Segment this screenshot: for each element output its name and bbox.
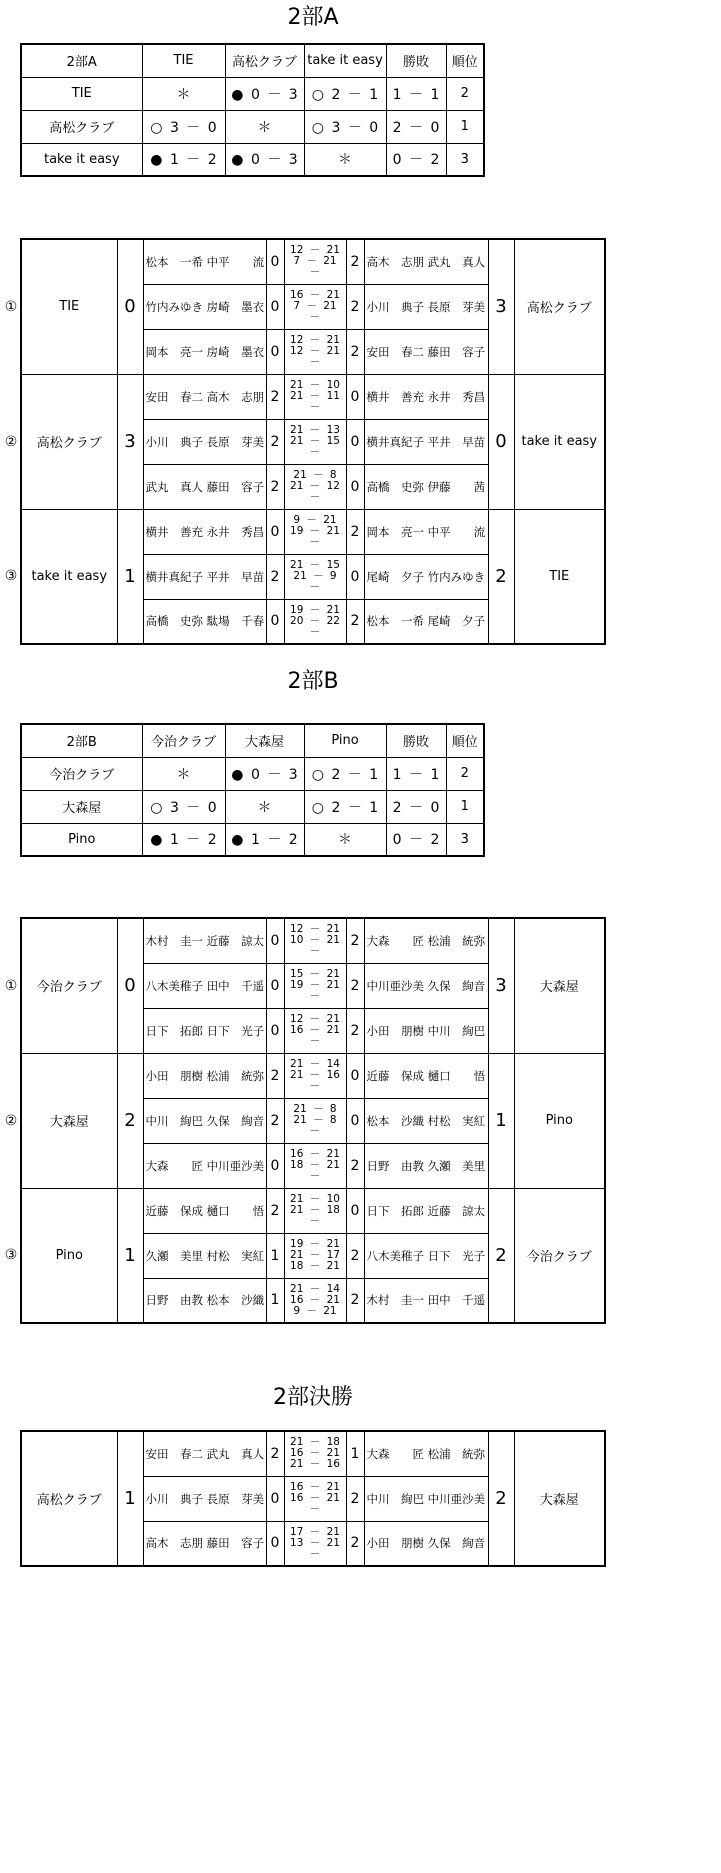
game-row [21,1188,605,1233]
score-line: 20 － 22 [290,614,340,627]
game-row [21,239,605,284]
home-games-won: 2 [266,374,284,419]
round-number: ③ [4,568,18,585]
standings-result-cell: ● 0 － 3 [225,143,304,176]
home-team-name: Pino [55,1247,83,1263]
game-scores [284,1053,346,1098]
home-players: 横井真紀子 平井 早苗 [143,554,266,599]
standings-result-cell: ○ 2 － 1 [304,77,386,110]
standings-header-row [21,44,484,77]
game-scores [284,554,346,599]
score-line: 13 － 21 [290,1536,340,1549]
standings-header-cell: 順位 [446,724,484,757]
away-players: 松本 沙織 村松 実紅 [364,1098,488,1143]
away-players: 松本 一希 尾崎 夕子 [364,599,488,644]
score-line: 19 － 21 [290,979,340,991]
away-team-name: take it easy [521,434,598,449]
score-line: － [309,945,321,958]
round-number: ① [4,298,18,315]
score-line: 21 － 15 [290,435,340,447]
game-scores [284,1431,346,1476]
score-line: 21 － 10 [290,379,340,391]
standings-result-cell: ● 1 － 2 [142,823,225,856]
standings-table [20,43,485,177]
standings-header-cell: 大森屋 [225,724,304,757]
away-players: 大森 匠 松浦 統弥 [364,1431,488,1476]
game-row [21,509,605,554]
home-games-won: 2 [266,464,284,509]
score-line: － [309,446,321,458]
score-line: 12 － 21 [290,334,340,346]
home-players: 大森 匠 中川亜沙美 [143,1143,266,1188]
standings-result-cell: ＊ [304,143,386,176]
home-team-cell [4,374,117,509]
score-line: 16 － 21 [290,1024,340,1036]
home-team-score: 0 [117,918,143,1053]
score-line: 21 － 18 [290,1436,340,1449]
game-scores [284,1233,346,1278]
score-line: 21 － 8 [293,1103,337,1115]
home-team-cell [4,1188,117,1323]
away-team-name: TIE [549,568,570,584]
score-line: － [309,1125,321,1137]
score-line: 7 － 21 [293,255,337,268]
home-team-name: 高松クラブ [36,1493,102,1508]
away-players: 岡本 亮一 中平 流 [364,509,488,554]
score-line: 21 － 16 [290,1069,340,1081]
score-line: 18 － 21 [290,1260,340,1272]
score-line: － [309,491,321,503]
home-games-won: 2 [266,1431,284,1476]
match-results-table [4,238,606,645]
standings-row [21,790,484,823]
score-line: 12 － 21 [290,1013,340,1025]
standings-result-cell: ○ 2 － 1 [304,790,386,823]
home-players: 小田 朋樹 松浦 統弥 [143,1053,266,1098]
standings-row [21,110,484,143]
home-team-name: 高松クラブ [36,436,102,451]
section-title: 2部A [287,5,339,30]
section-title: 2部B [287,669,339,694]
away-games-won: 2 [346,1143,364,1188]
home-team-score: 1 [117,1431,143,1566]
home-players: 安田 春二 武丸 真人 [143,1431,266,1476]
standings-team-name: Pino [21,823,142,856]
away-team-cell [514,1053,605,1188]
away-players: 小川 典子 長原 芽美 [364,284,488,329]
standings-result-cell: ○ 3 － 0 [142,790,225,823]
home-players: 近藤 保成 樋口 悟 [143,1188,266,1233]
home-players: 高橋 史弥 駄場 千春 [143,599,266,644]
score-line: － [309,1503,321,1515]
standings-win-loss: 0 － 2 [386,823,446,856]
home-players: 高木 志朋 藤田 容子 [143,1521,266,1566]
score-line: 21 － 13 [290,424,340,436]
score-line: 16 － 21 [290,289,340,301]
score-line: 17 － 21 [290,1525,340,1538]
score-line: － [309,536,321,548]
standings-result-cell: ● 1 － 2 [225,823,304,856]
away-players: 木村 圭一 田中 千遥 [364,1278,488,1323]
away-games-won: 1 [346,1431,364,1476]
standings-win-loss: 2 － 0 [386,790,446,823]
home-players: 松本 一希 中平 流 [143,239,266,284]
standings-win-loss: 1 － 1 [386,77,446,110]
game-scores [284,329,346,374]
game-scores [284,419,346,464]
game-scores [284,509,346,554]
away-games-won: 2 [346,1278,364,1323]
score-line: 21 － 14 [290,1058,340,1070]
standings-team-name: TIE [21,77,142,110]
standings-header-cell: 高松クラブ [225,44,304,77]
score-line: 7 － 21 [293,300,337,312]
home-games-won: 0 [266,1476,284,1521]
score-line: 19 － 21 [290,525,340,537]
score-line: － [309,1170,321,1182]
home-team-cell [4,918,117,1053]
away-games-won: 0 [346,1188,364,1233]
home-team-name: 今治クラブ [36,980,102,996]
away-players: 横井真紀子 平井 早苗 [364,419,488,464]
standings-result-cell: ○ 2 － 1 [304,757,386,790]
away-players: 中川 絢巴 中川亜沙美 [364,1476,488,1521]
away-team-name: Pino [545,1113,573,1128]
score-line: － [309,311,321,323]
standings-result-cell: ＊ [142,77,225,110]
section-title: 2部決勝 [273,1385,353,1410]
away-games-won: 2 [346,284,364,329]
away-games-won: 2 [346,918,364,963]
score-line: － [309,1547,321,1560]
away-players: 日下 拓郎 近藤 諒太 [364,1188,488,1233]
standings-win-loss: 0 － 2 [386,143,446,176]
away-team-score: 2 [488,509,514,644]
score-line: － [309,581,321,593]
away-team-score: 3 [488,239,514,374]
game-scores [284,918,346,963]
standings-rank: 3 [446,143,484,176]
game-scores [284,464,346,509]
standings-row [21,823,484,856]
standings-result-cell: ＊ [304,823,386,856]
away-team-name: 今治クラブ [526,1249,592,1265]
away-team-cell [514,239,605,374]
away-team-cell [514,1188,605,1323]
score-line: 16 － 21 [290,1481,340,1493]
score-line: 21 － 8 [293,469,337,481]
home-games-won: 1 [266,1278,284,1323]
round-number: ② [4,1112,18,1129]
home-players: 岡本 亮一 房崎 墨衣 [143,329,266,374]
away-games-won: 2 [346,1008,364,1053]
score-line: － [309,1215,321,1227]
away-team-name: 大森屋 [539,980,579,996]
game-scores [284,374,346,419]
standings-header-row [21,724,484,757]
away-games-won: 2 [346,1233,364,1278]
score-line: － [309,625,321,638]
standings-table [20,723,485,857]
away-players: 安田 春二 藤田 容子 [364,329,488,374]
standings-result-cell: ＊ [225,790,304,823]
score-line: 12 － 21 [290,244,340,257]
standings-result-cell: ＊ [225,110,304,143]
score-line: － [309,266,321,279]
game-scores [284,1278,346,1323]
away-games-won: 0 [346,554,364,599]
away-games-won: 2 [346,963,364,1008]
standings-header-cell: Pino [304,724,386,757]
score-line: 19 － 21 [290,603,340,616]
standings-team-name: take it easy [21,143,142,176]
away-team-cell [514,918,605,1053]
round-number: ② [4,433,18,450]
game-scores [284,1476,346,1521]
standings-result-cell: ＊ [142,757,225,790]
standings-header-cell: 順位 [446,44,484,77]
away-games-won: 0 [346,1053,364,1098]
game-scores [284,1143,346,1188]
game-row [21,1053,605,1098]
home-games-won: 0 [266,329,284,374]
away-players: 日野 由教 久瀬 美里 [364,1143,488,1188]
score-line: 10 － 21 [290,934,340,947]
away-team-score: 2 [488,1431,514,1566]
home-players: 横井 善充 永井 秀昌 [143,509,266,554]
game-scores [284,239,346,284]
score-line: － [309,990,321,1002]
home-team-score: 0 [117,239,143,374]
score-line: － [309,356,321,368]
home-team-name: 大森屋 [49,1115,89,1130]
standings-row [21,143,484,176]
standings-win-loss: 2 － 0 [386,110,446,143]
game-scores [284,599,346,644]
home-team-score: 2 [117,1053,143,1188]
home-games-won: 1 [266,1233,284,1278]
away-games-won: 0 [346,374,364,419]
score-line: 21 － 11 [290,390,340,402]
standings-team-name: 今治クラブ [21,757,142,790]
score-line: 19 － 21 [290,1238,340,1250]
game-scores [284,1008,346,1053]
score-line: 21 － 15 [290,559,340,571]
away-team-score: 1 [488,1053,514,1188]
home-games-won: 2 [266,419,284,464]
standings-rank: 2 [446,757,484,790]
away-players: 近藤 保成 樋口 悟 [364,1053,488,1098]
score-line: 21 － 17 [290,1249,340,1261]
score-line: 9 － 21 [293,1304,337,1317]
standings-result-cell: ○ 3 － 0 [142,110,225,143]
away-players: 中川亜沙美 久保 絢音 [364,963,488,1008]
game-row [21,374,605,419]
away-team-name: 大森屋 [539,1493,579,1508]
score-line: 21 － 14 [290,1282,340,1295]
standings-header-cell: 今治クラブ [142,724,225,757]
game-scores [284,1098,346,1143]
score-line: 21 － 9 [293,570,337,582]
away-players: 小田 朋樹 中川 絢巴 [364,1008,488,1053]
home-players: 武丸 真人 藤田 容子 [143,464,266,509]
home-games-won: 0 [266,963,284,1008]
away-team-score: 3 [488,918,514,1053]
home-team-name: TIE [59,299,80,315]
score-line: 12 － 21 [290,923,340,936]
home-players: 安田 春二 高木 志朋 [143,374,266,419]
away-games-won: 0 [346,419,364,464]
home-games-won: 0 [266,918,284,963]
home-players: 久瀬 美里 村松 実紅 [143,1233,266,1278]
home-team-score: 1 [117,1188,143,1323]
score-line: 16 － 21 [290,1148,340,1160]
home-games-won: 2 [266,1053,284,1098]
away-games-won: 0 [346,464,364,509]
away-players: 高木 志朋 武丸 真人 [364,239,488,284]
standings-header-cell: 勝敗 [386,44,446,77]
standings-team-name: 高松クラブ [21,110,142,143]
home-games-won: 2 [266,1188,284,1233]
home-players: 木村 圭一 近藤 諒太 [143,918,266,963]
away-games-won: 2 [346,239,364,284]
score-line: 21 － 8 [293,1114,337,1126]
standings-result-cell: ● 0 － 3 [225,77,304,110]
away-players: 尾崎 夕子 竹内みゆき [364,554,488,599]
score-line: 21 － 16 [290,1458,340,1471]
standings-rank: 1 [446,110,484,143]
home-games-won: 0 [266,284,284,329]
away-team-name: 高松クラブ [526,301,592,317]
home-team-name: take it easy [31,568,108,584]
score-line: 9 － 21 [293,514,337,526]
home-players: 小川 典子 長原 芽美 [143,419,266,464]
home-players: 日野 由教 松本 沙織 [143,1278,266,1323]
score-line: 21 － 18 [290,1204,340,1216]
home-games-won: 2 [266,554,284,599]
standings-header-cell: TIE [142,44,225,77]
away-team-cell [514,509,605,644]
home-games-won: 0 [266,1143,284,1188]
round-number: ① [4,977,18,994]
score-line: － [309,1035,321,1047]
game-scores [284,963,346,1008]
score-line: 16 － 21 [290,1492,340,1504]
home-players: 小川 典子 長原 芽美 [143,1476,266,1521]
score-line: 21 － 10 [290,1193,340,1205]
score-line: 12 － 21 [290,345,340,357]
away-players: 横井 善充 永井 秀昌 [364,374,488,419]
away-games-won: 2 [346,1521,364,1566]
home-team-score: 3 [117,374,143,509]
away-players: 大森 匠 松浦 統弥 [364,918,488,963]
standings-rank: 2 [446,77,484,110]
standings-row [21,757,484,790]
home-players: 竹内みゆき 房崎 墨衣 [143,284,266,329]
away-team-score: 0 [488,374,514,509]
standings-rank: 3 [446,823,484,856]
standings-header-cell: 勝敗 [386,724,446,757]
standings-header-cell: 2部B [21,724,142,757]
standings-header-cell: take it easy [304,44,386,77]
home-players: 八木美稚子 田中 千遥 [143,963,266,1008]
home-games-won: 0 [266,509,284,554]
score-line: 21 － 12 [290,480,340,492]
away-team-cell [514,1431,605,1566]
score-line: 15 － 21 [290,968,340,980]
away-games-won: 2 [346,599,364,644]
score-line: － [309,1080,321,1092]
standings-header-cell: 2部A [21,44,142,77]
home-games-won: 0 [266,1521,284,1566]
away-games-won: 2 [346,1476,364,1521]
standings-result-cell: ● 1 － 2 [142,143,225,176]
game-scores [284,1521,346,1566]
standings-result-cell: ○ 3 － 0 [304,110,386,143]
away-games-won: 2 [346,329,364,374]
score-line: 16 － 21 [290,1293,340,1306]
standings-rank: 1 [446,790,484,823]
home-players: 日下 拓郎 日下 光子 [143,1008,266,1053]
home-games-won: 0 [266,239,284,284]
home-team-cell [4,1053,117,1188]
away-games-won: 2 [346,509,364,554]
game-row [21,1431,605,1476]
game-row [21,918,605,963]
home-team-cell [21,1431,117,1566]
home-team-cell [4,239,117,374]
away-games-won: 0 [346,1098,364,1143]
home-team-cell [4,509,117,644]
round-number: ③ [4,1247,18,1264]
standings-win-loss: 1 － 1 [386,757,446,790]
score-line: 16 － 21 [290,1447,340,1460]
home-players: 中川 絢巴 久保 絢音 [143,1098,266,1143]
standings-row [21,77,484,110]
away-team-cell [514,374,605,509]
game-scores [284,284,346,329]
home-games-won: 0 [266,1008,284,1053]
away-players: 高橋 史弥 伊藤 茜 [364,464,488,509]
home-games-won: 2 [266,1098,284,1143]
score-line: － [309,401,321,413]
away-team-score: 2 [488,1188,514,1323]
final-match-table [20,1430,606,1567]
game-scores [284,1188,346,1233]
standings-team-name: 大森屋 [21,790,142,823]
score-line: 18 － 21 [290,1159,340,1171]
home-games-won: 0 [266,599,284,644]
away-players: 八木美稚子 日下 光子 [364,1233,488,1278]
away-players: 小田 朋樹 久保 絢音 [364,1521,488,1566]
standings-result-cell: ● 0 － 3 [225,757,304,790]
home-team-score: 1 [117,509,143,644]
match-results-table [4,917,606,1324]
